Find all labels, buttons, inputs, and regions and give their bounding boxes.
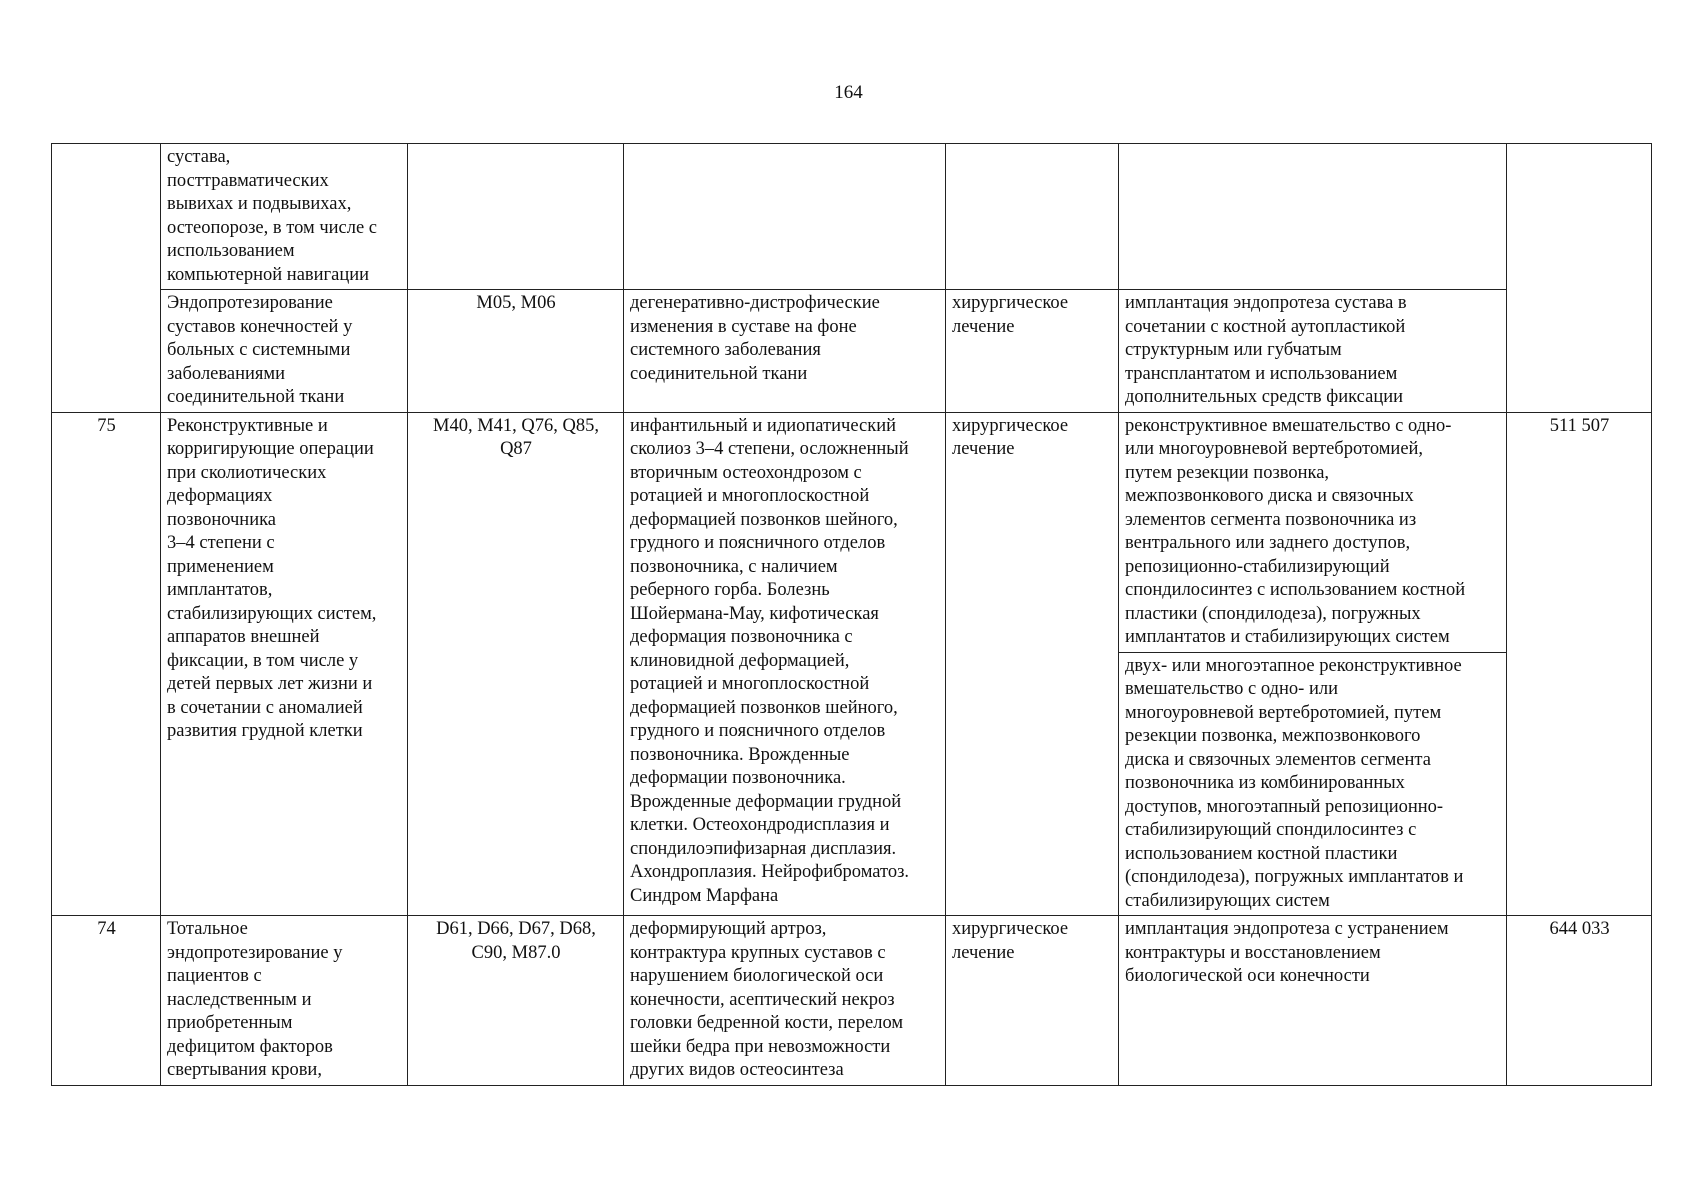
treatment-type-cell xyxy=(946,144,1119,290)
table-row xyxy=(52,412,1652,652)
treatment-method-cell: реконструктивное вмешательство с одно- или многоуровневой вертебротомией, путем резекции позвонка, межпозвонкового диска и связочных элементов сегмента позвоночника из вентрального или заднего доступов, репозиционно-стабилизирующий спондилосинтез с использованием костной пластики (спондилодеза), погружных имплантатов и стабилизирующих систем xyxy=(1119,412,1507,652)
page-number: 164 xyxy=(834,82,863,103)
medical-care-table xyxy=(51,143,1652,1086)
row-number-cell xyxy=(52,144,161,413)
treatment-method-cell: имплантация эндопротеза сустава в сочетании с костной аутопластикой структурным или губчатым трансплантатом и использованием дополнительных средств фиксации xyxy=(1119,290,1507,413)
cost-cell xyxy=(1507,144,1652,413)
cost-cell: 511 507 xyxy=(1507,412,1652,916)
patient-model-cell: дегенеративно-дистрофические изменения в суставе на фоне системного заболевания соединительной ткани xyxy=(624,290,946,413)
treatment-method-cell: двух- или многоэтапное реконструктивное вмешательство с одно- или многоуровневой вертебротомией, путем резекции позвонка, межпозвонкового диска и связочных элементов сегмента позвоночника из комбинированных доступов, многоэтапный репозиционно- стабилизирующий спондилосинтез с использованием костной пластики (спондилодеза), погружных имплантатов и стабилизирующих систем xyxy=(1119,652,1507,916)
cost-cell: 644 033 xyxy=(1507,916,1652,1086)
care-type-cell: Тотальное эндопротезирование у пациентов с наследственным и приобретенным дефицитом факторов свертывания крови, xyxy=(161,916,408,1086)
row-number-cell: 74 xyxy=(52,916,161,1086)
diagnosis-codes-cell: M40, M41, Q76, Q85, Q87 xyxy=(408,412,624,916)
treatment-method-cell xyxy=(1119,144,1507,290)
treatment-type-cell: хирургическое лечение xyxy=(946,412,1119,916)
patient-model-cell: деформирующий артроз, контрактура крупных суставов с нарушением биологической оси конечности, асептический некроз головки бедренной кости, перелом шейки бедра при невозможности других видов остеосинтеза xyxy=(624,916,946,1086)
table-row xyxy=(52,144,1652,290)
patient-model-cell: инфантильный и идиопатический сколиоз 3–4 степени, осложненный вторичным остеохондрозом с ротацией и многоплоскостной деформацией позвонков шейного, грудного и поясничного отделов позвоночника, с наличием реберного горба. Болезнь Шойермана-Мау, кифотическая деформация позвоночника с клиновидной деформацией, ротацией и многоплоскостной деформацией позвонков шейного, грудного и поясничного отделов позвоночника. Врожденные деформации позвоночника. Врожденные деформации грудной клетки. Остеохондродисплазия и спондилоэпифизарная дисплазия. Ахондроплазия. Нейрофиброматоз. Синдром Марфана xyxy=(624,412,946,916)
row-number-cell: 75 xyxy=(52,412,161,916)
patient-model-cell xyxy=(624,144,946,290)
treatment-type-cell: хирургическое лечение xyxy=(946,916,1119,1086)
diagnosis-codes-cell: D61, D66, D67, D68, C90, M87.0 xyxy=(408,916,624,1086)
treatment-method-cell: имплантация эндопротеза с устранением контрактуры и восстановлением биологической оси конечности xyxy=(1119,916,1507,1086)
table-row xyxy=(52,290,1652,413)
treatment-type-cell: хирургическое лечение xyxy=(946,290,1119,413)
diagnosis-codes-cell: M05, M06 xyxy=(408,290,624,413)
care-type-cell: Эндопротезирование суставов конечностей у больных с системными заболеваниями соединительной ткани xyxy=(161,290,408,413)
diagnosis-codes-cell xyxy=(408,144,624,290)
table-row xyxy=(52,916,1652,1086)
care-type-cell: сустава, посттравматических вывихах и подвывихах, остеопорозе, в том числе с использованием компьютерной навигации xyxy=(161,144,408,290)
care-type-cell: Реконструктивные и корригирующие операции при сколиотических деформациях позвоночника 3–4 степени с применением имплантатов, стабилизирующих систем, аппаратов внешней фиксации, в том числе у детей первых лет жизни и в сочетании с аномалией развития грудной клетки xyxy=(161,412,408,916)
